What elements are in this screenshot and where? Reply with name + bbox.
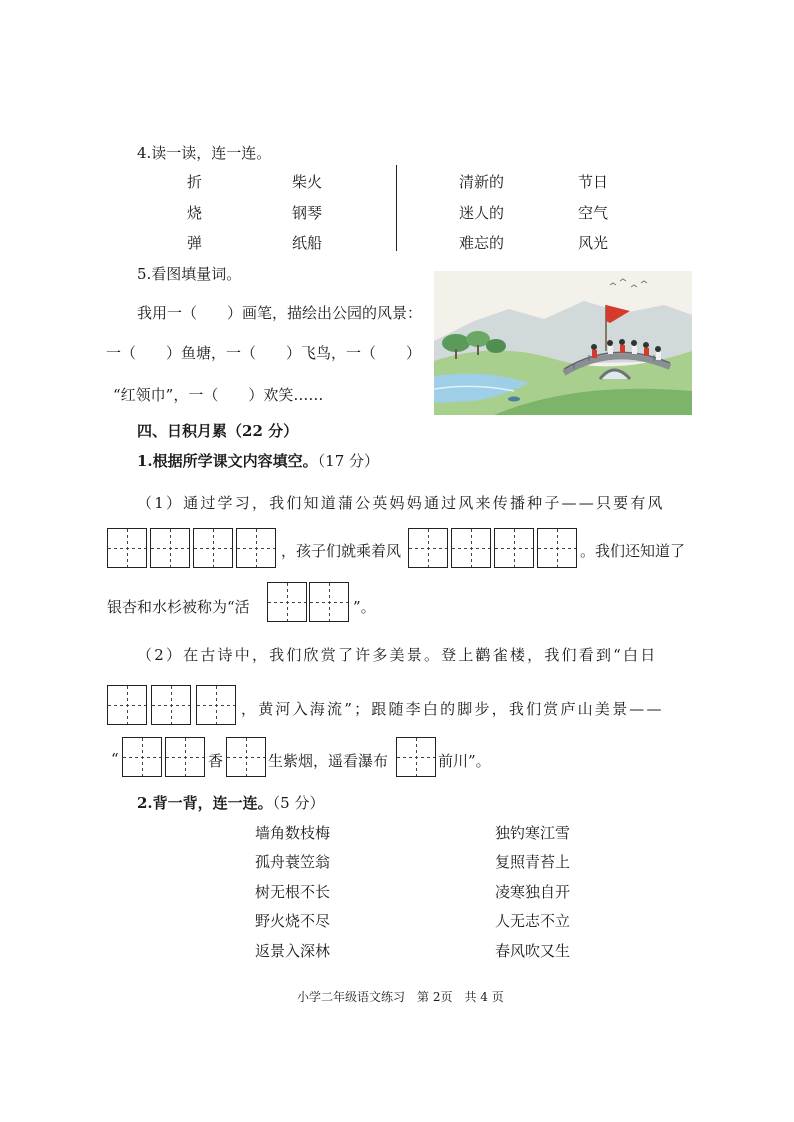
writing-box[interactable]	[107, 528, 147, 568]
writing-box[interactable]	[107, 685, 147, 725]
p2-xiang: 香	[208, 752, 224, 770]
writing-box[interactable]	[494, 528, 534, 568]
writing-box[interactable]	[151, 685, 191, 725]
park-bridge-illustration	[434, 271, 692, 415]
poem-left-line: 树无根不长	[255, 883, 331, 901]
writing-box[interactable]	[267, 582, 307, 622]
page-footer: 小学二年级语文练习 第 2页 共 4 页	[297, 990, 504, 1004]
poem-right-line: 春风吹又生	[495, 942, 571, 960]
q5-title: 5.看图填量词。	[137, 265, 242, 283]
q4-right-col1-item: 难忘的	[459, 234, 505, 252]
q1-title: 1.根据所学课文内容填空。	[137, 452, 318, 470]
p1-line3-a: 银杏和水杉被称为“活	[107, 598, 250, 616]
p2-sheng: 生紫烟，遥看瀑布	[268, 752, 389, 770]
q2-heading	[137, 792, 324, 813]
poem-left-line: 返景入深林	[255, 942, 331, 960]
p1-end-text: 。我们还知道了	[580, 542, 686, 560]
q1-score: （17 分）	[317, 452, 380, 470]
q5-line1: 我用一（ ）画笔，描绘出公园的风景：	[137, 304, 423, 322]
p2-end: 前川”。	[438, 752, 491, 770]
writing-box[interactable]	[150, 528, 190, 568]
q4-right-col2-item: 节日	[578, 173, 609, 191]
q4-left-col1-item: 烧	[187, 204, 203, 222]
q4-left-col2-item: 钢琴	[292, 204, 323, 222]
poem-right-line: 复照青苔上	[495, 853, 571, 871]
section4-heading: 四、日积月累（22 分）	[137, 422, 299, 440]
poem-left-line: 墙角数枝梅	[255, 824, 331, 842]
q5-line3: “红领巾”，一（ ）欢笑……	[113, 386, 324, 404]
writing-box[interactable]	[537, 528, 577, 568]
q4-right-col2-item: 空气	[578, 204, 609, 222]
q1-heading	[137, 450, 379, 471]
writing-box[interactable]	[396, 737, 436, 777]
writing-box[interactable]	[196, 685, 236, 725]
q2-title: 2.背一背，连一连。	[137, 794, 273, 812]
column-divider	[396, 165, 397, 251]
q4-left-col2-item: 纸船	[292, 234, 323, 252]
writing-box[interactable]	[408, 528, 448, 568]
poem-left-line: 野火烧不尽	[255, 912, 331, 930]
writing-box[interactable]	[193, 528, 233, 568]
q4-left-col1-item: 折	[187, 173, 203, 191]
q4-title: 4.读一读，连一连。	[137, 144, 272, 162]
p2-line1: （2）在古诗中，我们欣赏了许多美景。登上鹳雀楼，我们看到“白日	[137, 646, 658, 664]
poem-left-line: 孤舟蓑笠翁	[255, 853, 331, 871]
p1-line1: （1）通过学习，我们知道蒲公英妈妈通过风来传播种子——只要有风	[137, 494, 665, 512]
poem-right-line: 独钓寒江雪	[495, 824, 571, 842]
p2-line2: ，黄河入海流”；跟随李白的脚步，我们赏庐山美景——	[241, 700, 664, 718]
poem-right-line: 凌寒独自开	[495, 883, 571, 901]
writing-box[interactable]	[236, 528, 276, 568]
writing-box[interactable]	[451, 528, 491, 568]
writing-box[interactable]	[122, 737, 162, 777]
poem-right-line: 人无志不立	[495, 912, 571, 930]
q4-right-col1-item: 迷人的	[459, 204, 505, 222]
p1-line3-b: ”。	[353, 598, 376, 616]
q4-right-col2-item: 风光	[578, 234, 609, 252]
p2-open-quote: “	[111, 750, 119, 768]
writing-box[interactable]	[309, 582, 349, 622]
q4-left-col2-item: 柴火	[292, 173, 323, 191]
writing-box[interactable]	[165, 737, 205, 777]
writing-box[interactable]	[226, 737, 266, 777]
q2-score: （5 分）	[272, 794, 325, 812]
p1-mid-text: ，孩子们就乘着风	[281, 542, 402, 560]
q5-line2: 一（ ）鱼塘，一（ ）飞鸟，一（ ）	[106, 344, 422, 362]
q4-left-col1-item: 弹	[187, 234, 203, 252]
q4-right-col1-item: 清新的	[459, 173, 505, 191]
